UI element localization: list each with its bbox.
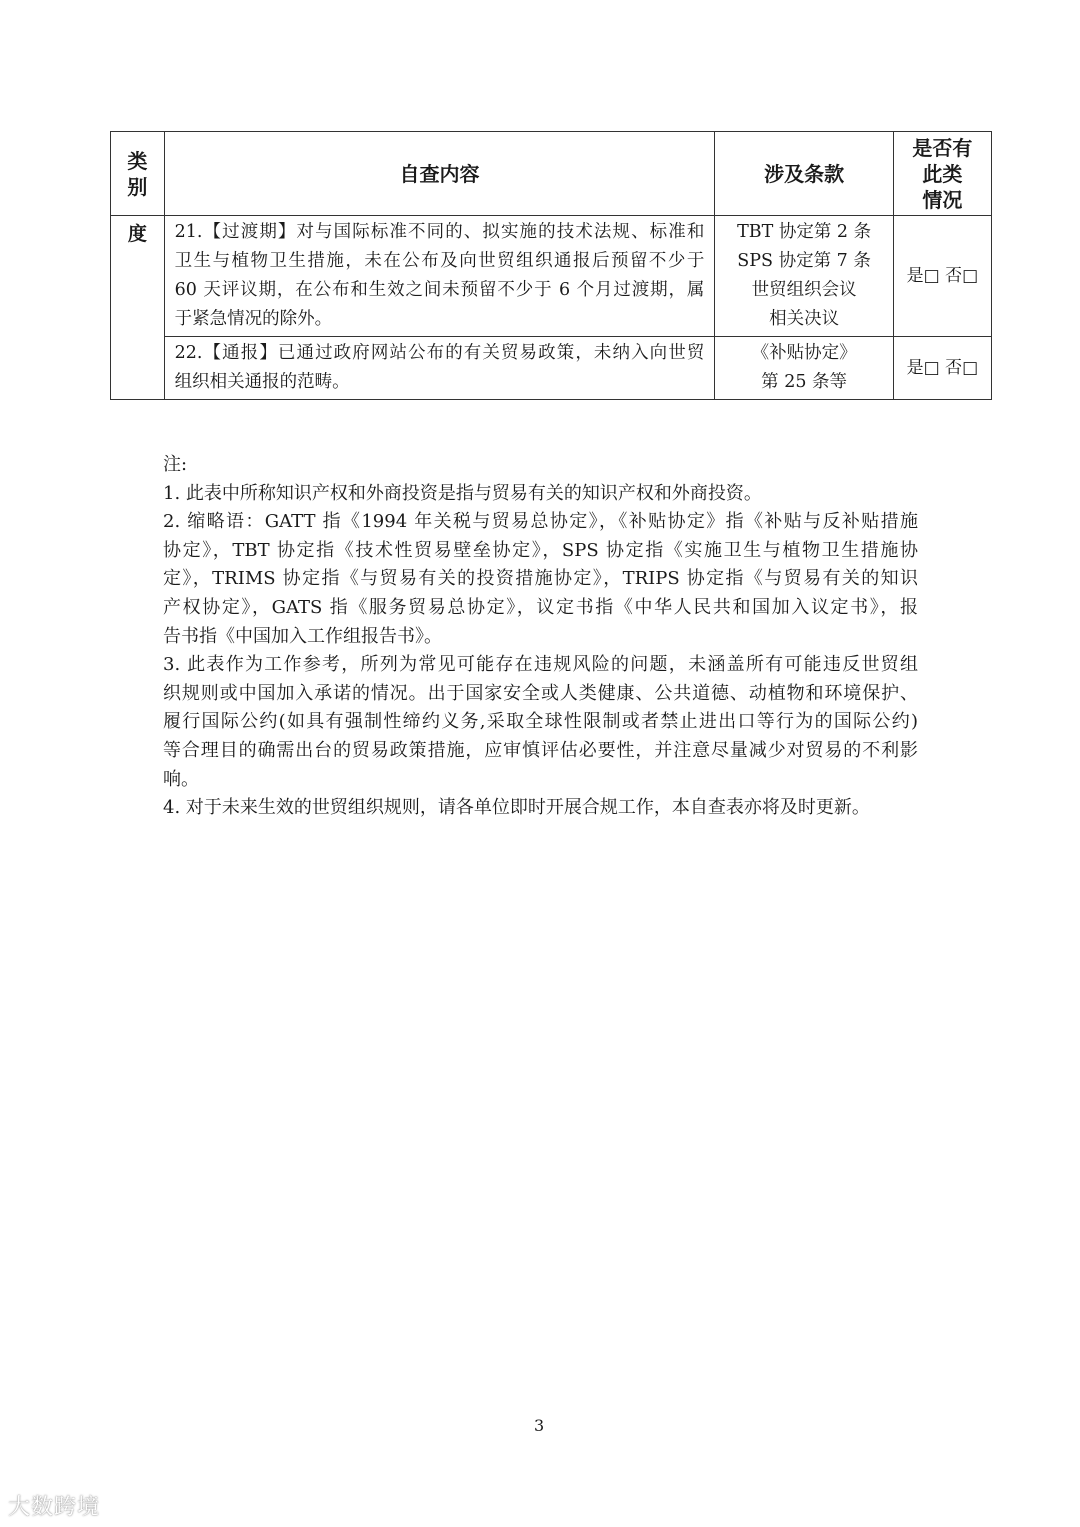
no-checkbox[interactable]: 否□ — [945, 265, 979, 286]
header-category — [111, 132, 165, 216]
note-line: 履行国际公约(如具有强制性缔约义务,采取全球性限制或者禁止进出口等行为的国际公约) — [163, 711, 918, 733]
clause-cell — [715, 337, 893, 400]
page-number: 3 — [534, 1416, 545, 1435]
content-line: 卫生与植物卫生措施，未在公布及向世贸组织通报后预留不少于 — [174, 251, 705, 271]
header-clause: 涉及条款 — [715, 132, 893, 216]
category-cell: 度 — [111, 216, 165, 400]
notes-title: 注: — [163, 454, 188, 475]
note-line: 织规则或中国加入承诺的情况。出于国家安全或人类健康、公共道德、动植物和环境保护、 — [163, 682, 918, 704]
clause-line: 第 25 条等 — [761, 372, 848, 392]
content-cell — [164, 216, 715, 337]
table-row — [111, 337, 992, 400]
content-line: 22.【通报】已通过政府网站公布的有关贸易政策，未纳入向世贸 — [174, 343, 705, 363]
self-check-table — [110, 131, 992, 400]
note-line: 1. 此表中所称知识产权和外商投资是指与贸易有关的知识产权和外商投资。 — [163, 482, 762, 504]
header-category-line: 类 — [127, 148, 148, 173]
status-cell — [893, 337, 991, 400]
clause-line: 世贸组织会议 — [751, 280, 857, 300]
note-line: 2. 缩略语：GATT 指《1994 年关税与贸易总协定》，《补贴协定》指《补贴与反补贴措施 — [163, 511, 918, 533]
note-line: 3. 此表作为工作参考，所列为常见可能存在违规风险的问题，未涵盖所有可能违反世贸组 — [163, 654, 918, 676]
clause-line: SPS 协定第 7 条 — [737, 251, 871, 271]
header-status-line: 情况 — [922, 187, 963, 212]
clause-line: 相关决议 — [769, 309, 840, 329]
header-status — [893, 132, 991, 216]
note-line: 响。 — [163, 768, 199, 790]
yes-checkbox[interactable]: 是□ — [906, 357, 940, 378]
note-line: 等合理目的确需出台的贸易政策措施，应审慎评估必要性，并注意尽量减少对贸易的不利影 — [163, 739, 918, 761]
header-status-line: 此类 — [922, 161, 963, 186]
no-checkbox[interactable]: 否□ — [945, 357, 979, 378]
content-line: 21.【过渡期】对与国际标准不同的、拟实施的技术法规、标准和 — [174, 222, 705, 242]
content-line: 组织相关通报的范畴。 — [174, 372, 350, 392]
clause-line: TBT 协定第 2 条 — [737, 222, 872, 242]
note-line: 协定》，TBT 协定指《技术性贸易壁垒协定》，SPS 协定指《实施卫生与植物卫生措施协 — [163, 539, 918, 561]
status-cell — [893, 216, 991, 337]
note-line: 告书指《中国加入工作组报告书》。 — [163, 625, 442, 647]
header-category-line: 别 — [127, 174, 148, 199]
note-line: 产权协定》，GATS 指《服务贸易总协定》，议定书指《中华人民共和国加入议定书》，报 — [163, 596, 918, 618]
content-line: 60 天评议期，在公布和生效之间未预留不少于 6 个月过渡期，属 — [174, 280, 705, 300]
yes-checkbox[interactable]: 是□ — [906, 265, 940, 286]
clause-line: 《补贴协定》 — [751, 343, 857, 363]
notes-section — [163, 451, 918, 823]
content-cell — [164, 337, 715, 400]
table-header-row — [111, 132, 992, 216]
header-status-line: 是否有 — [912, 135, 973, 160]
clause-cell — [715, 216, 893, 337]
note-line: 4. 对于未来生效的世贸组织规则，请各单位即时开展合规工作，本自查表亦将及时更新。 — [163, 797, 870, 819]
note-line: 定》，TRIMS 协定指《与贸易有关的投资措施协定》，TRIPS 协定指《与贸易有关的知识 — [163, 568, 918, 590]
content-line: 于紧急情况的除外。 — [174, 309, 333, 329]
table-row — [111, 216, 992, 337]
watermark-logo: 大数跨境 — [8, 1495, 101, 1520]
header-content: 自查内容 — [164, 132, 715, 216]
